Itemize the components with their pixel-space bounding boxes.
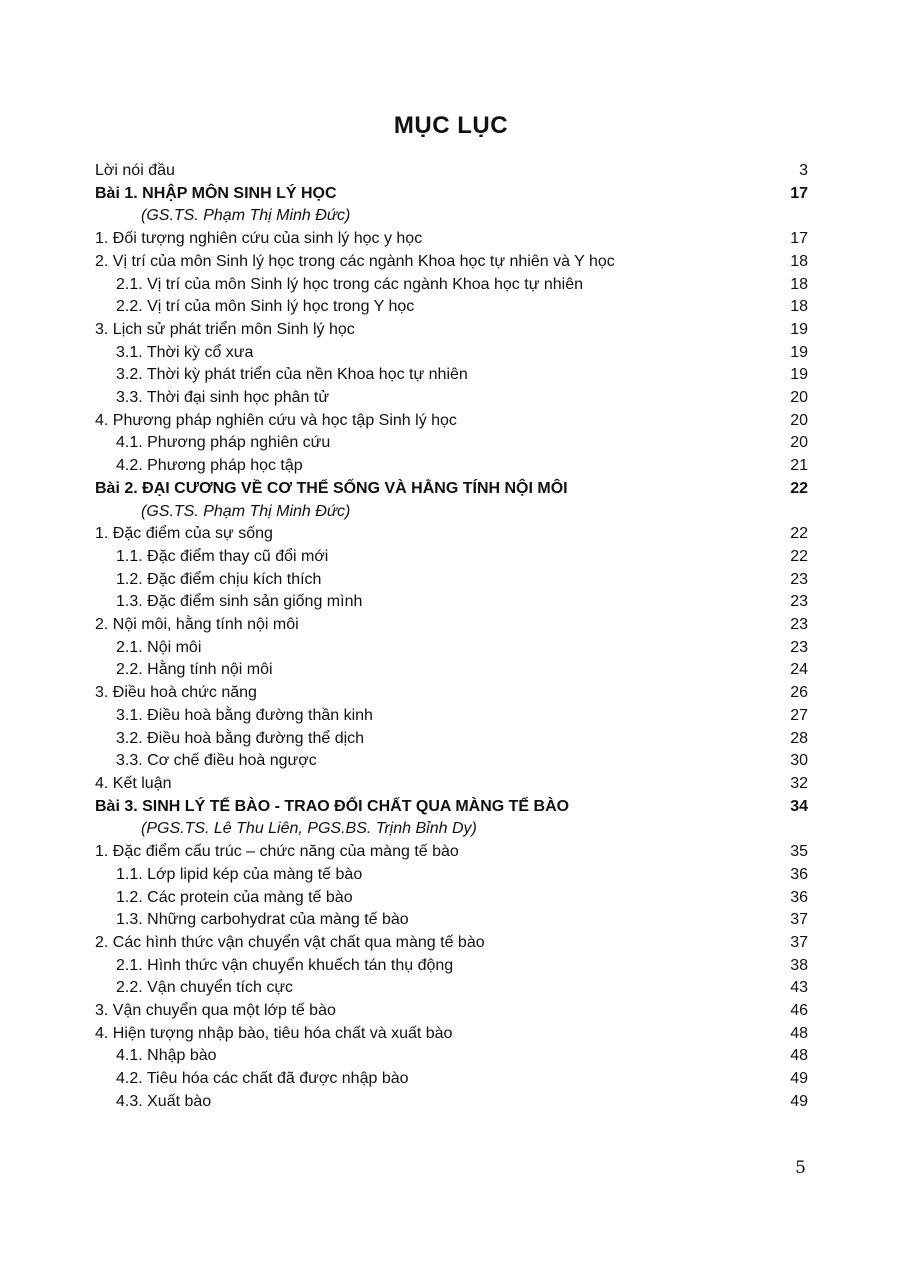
toc-entry-label: 3. Lịch sử phát triển môn Sinh lý học xyxy=(95,320,355,338)
toc-entry-label: 3.3. Thời đại sinh học phân tử xyxy=(116,389,330,407)
toc-entry xyxy=(95,228,808,251)
toc-entry-label: 2.1. Hình thức vận chuyển khuếch tán thụ động xyxy=(116,956,454,974)
toc-entry-page: 26 xyxy=(790,684,808,702)
toc-entry-label: Bài 2. ĐẠI CƯƠNG VỀ CƠ THỂ SỐNG VÀ HẰNG TÍNH NỘI MÔI xyxy=(95,479,568,497)
toc-entry-page: 23 xyxy=(790,593,808,611)
toc-entry-page: 24 xyxy=(790,661,808,679)
toc-entry xyxy=(95,887,808,910)
toc-entry-page: 36 xyxy=(790,888,808,906)
toc-entry xyxy=(95,591,808,614)
toc-entry xyxy=(95,1091,808,1114)
toc-entry-page: 18 xyxy=(790,275,808,293)
toc-entry xyxy=(95,955,808,978)
toc-entry-page: 19 xyxy=(790,366,808,384)
toc-entry-page: 35 xyxy=(790,843,808,861)
toc-entry xyxy=(95,364,808,387)
toc-entry xyxy=(95,455,808,478)
toc-entry-label: 2. Vị trí của môn Sinh lý học trong các ngành Khoa học tự nhiên và Y học xyxy=(95,252,615,270)
toc-entry-label: 3. Điều hoà chức năng xyxy=(95,684,257,702)
toc-entry-label: 1.2. Các protein của màng tế bào xyxy=(116,888,353,906)
toc-entry-page: 21 xyxy=(790,457,808,475)
toc-entry-label: 1.2. Đặc điểm chịu kích thích xyxy=(116,570,322,588)
toc-entry-page: 18 xyxy=(790,252,808,270)
toc-entry-page: 36 xyxy=(790,865,808,883)
table-of-contents xyxy=(95,160,808,1114)
toc-entry-page: 48 xyxy=(790,1024,808,1042)
toc-entry-label: 4. Hiện tượng nhập bào, tiêu hóa chất và xuất bào xyxy=(95,1024,453,1042)
toc-entry-label: (PGS.TS. Lê Thu Liên, PGS.BS. Trịnh Bỉnh Dy) xyxy=(141,820,477,838)
toc-entry-label: 3. Vận chuyển qua một lớp tế bào xyxy=(95,1002,336,1020)
toc-chapter-entry xyxy=(95,796,808,819)
toc-entry-label: 1. Đặc điểm cấu trúc – chức năng của màng tế bào xyxy=(95,843,459,861)
toc-chapter-entry xyxy=(95,183,808,206)
toc-entry xyxy=(95,160,808,183)
toc-entry xyxy=(95,251,808,274)
toc-entry-label: 3.1. Thời kỳ cổ xưa xyxy=(116,343,254,361)
toc-entry-label: 2.2. Vận chuyển tích cực xyxy=(116,979,294,997)
toc-entry xyxy=(95,659,808,682)
toc-entry-label: 3.2. Thời kỳ phát triển của nền Khoa học tự nhiên xyxy=(116,366,468,384)
toc-entry xyxy=(95,387,808,410)
toc-entry-page: 34 xyxy=(790,797,808,815)
toc-entry-page: 30 xyxy=(790,752,808,770)
toc-entry-label: 2.2. Hằng tính nội môi xyxy=(116,661,273,679)
toc-entry xyxy=(95,682,808,705)
toc-entry xyxy=(95,546,808,569)
toc-entry-page: 19 xyxy=(790,320,808,338)
toc-entry xyxy=(95,614,808,637)
toc-entry-label: (GS.TS. Phạm Thị Minh Đức) xyxy=(141,207,351,225)
toc-entry xyxy=(95,773,808,796)
toc-entry xyxy=(95,864,808,887)
toc-entry-label: 4.1. Phương pháp nghiên cứu xyxy=(116,434,331,452)
toc-entry xyxy=(95,523,808,546)
toc-author-line xyxy=(95,818,808,841)
page-title: MỤC LỤC xyxy=(393,112,509,139)
toc-entry-label: 1.1. Đặc điểm thay cũ đổi mới xyxy=(116,547,329,565)
toc-entry xyxy=(95,1045,808,1068)
toc-entry xyxy=(95,410,808,433)
toc-entry-page: 20 xyxy=(790,389,808,407)
toc-entry xyxy=(95,296,808,319)
toc-entry-page: 48 xyxy=(790,1047,808,1065)
toc-entry-label: 2. Nội môi, hằng tính nội môi xyxy=(95,616,299,634)
toc-entry-page: 19 xyxy=(790,343,808,361)
toc-entry-page: 46 xyxy=(790,1002,808,1020)
toc-entry-label: 4.2. Phương pháp học tập xyxy=(116,457,303,475)
toc-entry xyxy=(95,977,808,1000)
toc-entry-page: 28 xyxy=(790,729,808,747)
toc-entry-page: 38 xyxy=(790,956,808,974)
toc-entry xyxy=(95,932,808,955)
page-number: 5 xyxy=(795,1158,806,1178)
toc-entry-label: 1.3. Đặc điểm sinh sản giống mình xyxy=(116,593,363,611)
toc-entry-label: 1.3. Những carbohydrat của màng tế bào xyxy=(116,911,409,929)
toc-entry-label: 1. Đặc điểm của sự sống xyxy=(95,525,273,543)
toc-entry-label: 4. Kết luận xyxy=(95,774,172,792)
toc-entry-label: 3.3. Cơ chế điều hoà ngược xyxy=(116,752,317,770)
toc-entry-label: 3.1. Điều hoà bằng đường thần kinh xyxy=(116,706,373,724)
toc-entry xyxy=(95,637,808,660)
toc-entry-page: 20 xyxy=(790,411,808,429)
toc-author-line xyxy=(95,205,808,228)
toc-entry-page: 27 xyxy=(790,706,808,724)
toc-entry xyxy=(95,750,808,773)
toc-entry xyxy=(95,1068,808,1091)
toc-entry-page: 43 xyxy=(790,979,808,997)
toc-entry-label: 4. Phương pháp nghiên cứu và học tập Sinh lý học xyxy=(95,411,457,429)
toc-entry-label: Bài 3. SINH LÝ TẾ BÀO - TRAO ĐỔI CHẤT QUA MÀNG TẾ BÀO xyxy=(95,797,570,815)
toc-entry-label: 4.2. Tiêu hóa các chất đã được nhập bào xyxy=(116,1070,409,1088)
toc-entry-page: 22 xyxy=(790,525,808,543)
toc-entry-label: 3.2. Điều hoà bằng đường thể dịch xyxy=(116,729,365,747)
toc-entry-page: 17 xyxy=(790,230,808,248)
toc-entry xyxy=(95,1023,808,1046)
toc-entry xyxy=(95,1000,808,1023)
toc-entry-page: 49 xyxy=(790,1070,808,1088)
toc-entry-page: 37 xyxy=(790,933,808,951)
toc-entry-label: 1. Đối tượng nghiên cứu của sinh lý học y học xyxy=(95,230,423,248)
toc-entry-label: Bài 1. NHẬP MÔN SINH LÝ HỌC xyxy=(95,184,337,202)
toc-entry-page: 22 xyxy=(790,479,808,497)
toc-entry-label: 2. Các hình thức vận chuyển vật chất qua màng tế bào xyxy=(95,933,485,951)
toc-entry xyxy=(95,342,808,365)
toc-entry xyxy=(95,319,808,342)
toc-chapter-entry xyxy=(95,478,808,501)
toc-entry xyxy=(95,432,808,455)
toc-entry-label: Lời nói đầu xyxy=(95,162,175,179)
toc-entry-page: 17 xyxy=(790,184,808,202)
toc-entry xyxy=(95,909,808,932)
toc-entry-page: 23 xyxy=(790,616,808,634)
toc-entry-page: 18 xyxy=(790,298,808,316)
toc-entry-page: 23 xyxy=(790,638,808,656)
toc-entry-page: 22 xyxy=(790,547,808,565)
toc-entry-label: 2.1. Vị trí của môn Sinh lý học trong các ngành Khoa học tự nhiên xyxy=(116,275,583,293)
toc-entry-page: 37 xyxy=(790,911,808,929)
toc-entry-label: 4.3. Xuất bào xyxy=(116,1092,212,1110)
toc-entry xyxy=(95,728,808,751)
toc-entry xyxy=(95,274,808,297)
toc-entry-label: 4.1. Nhập bào xyxy=(116,1047,217,1065)
toc-entry xyxy=(95,705,808,728)
toc-entry-page: 23 xyxy=(790,570,808,588)
toc-entry-page: 49 xyxy=(790,1092,808,1110)
toc-entry xyxy=(95,569,808,592)
toc-entry-page: 20 xyxy=(790,434,808,452)
toc-author-line xyxy=(95,501,808,524)
toc-entry xyxy=(95,841,808,864)
toc-entry-label: 2.1. Nội môi xyxy=(116,638,202,656)
toc-entry-page: 3 xyxy=(799,162,808,179)
toc-entry-label: 1.1. Lớp lipid kép của màng tế bào xyxy=(116,865,363,883)
toc-entry-label: 2.2. Vị trí của môn Sinh lý học trong Y học xyxy=(116,298,415,316)
toc-entry-label: (GS.TS. Phạm Thị Minh Đức) xyxy=(141,502,351,520)
toc-entry-page: 32 xyxy=(790,774,808,792)
